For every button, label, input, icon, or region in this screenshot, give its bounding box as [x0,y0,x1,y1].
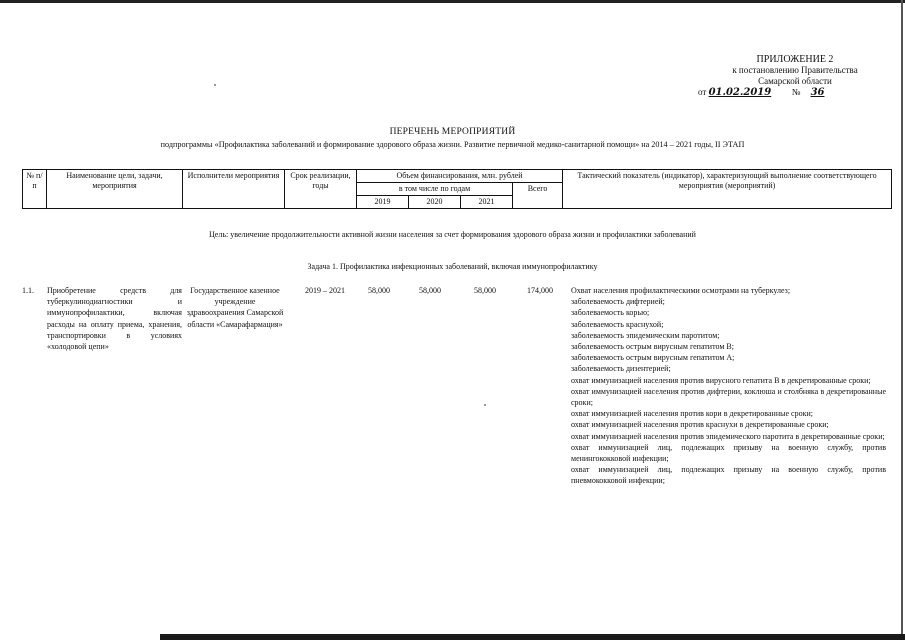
header-num: № п/п [23,170,47,209]
indicator-item: охват иммунизацией населения против вирусного гепатита В в декретированные сроки; [571,375,871,385]
indicator-item: охват иммунизацией лиц, подлежащих призыву на военную службу, против пневмококковой инфекции; [571,465,886,486]
number-prefix: № [791,87,801,97]
scan-speck [214,84,216,86]
appendix-line: Самарской области [758,76,832,86]
appendix-title: ПРИЛОЖЕНИЕ 2 [756,54,834,65]
header-funding: Объем финансирования, млн. рублей [357,170,563,183]
header-year-2020: 2020 [409,196,461,209]
page-subtitle: подпрограммы «Профилактика заболеваний и формирование здорового образа жизни. Развитие первичной медико-санитарной помощи» на 2014 – 2021 годы, II ЭТАП [160,140,745,149]
row-indicators [571,285,886,487]
row-funding-2020: 58,000 [419,286,441,295]
row-term: 2019 – 2021 [305,286,345,295]
goal-line: Цель: увеличение продолжительности активной жизни населения за счет формирования здорового образа жизни и профилактики заболеваний [209,230,696,239]
indicator-item: заболеваемость дифтерией; [571,297,665,307]
indicator-item: охват иммунизацией лиц, подлежащих призыву на военную службу, против менингококковой инфекции; [571,442,886,464]
scan-speck [484,404,486,406]
indicator-item: охват иммунизацией населения против эпидемического паротита в декретированные сроки; [571,431,885,441]
header-by-years: в том числе по годам [357,183,513,196]
appendix-block [690,54,900,98]
header-total: Всего [513,183,563,209]
row-measure-name: Приобретение средств для туберкулинодиагностики и иммунопрофилактики, включая расходы на оплату приема, хранения, транспортировки в условиях «холодовой цепи» [47,286,182,352]
header-indicator: Тактический показатель (индикатор), характеризующий выполнение соответствующего мероприятия (мероприятий) [563,170,892,209]
date-prefix: от [698,87,707,97]
header-year-2021: 2021 [461,196,513,209]
handwritten-date: 01.02.2019 [708,87,772,98]
row-funding-2019: 58,000 [368,286,390,295]
scan-edge-top [0,0,905,3]
scan-edge-right [901,0,903,640]
page-title: ПЕРЕЧЕНЬ МЕРОПРИЯТИЙ [389,127,516,137]
appendix-date-line [690,87,900,98]
row-executor: Государственное казенное учреждение здравоохранения Самарской области «Самарафармация» [186,286,284,329]
header-executors: Исполнители мероприятия [183,170,285,209]
appendix-line: к постановлению Правительства [732,65,858,75]
indicator-item: охват иммунизацией населения против кори в декретированные сроки; [571,409,813,419]
indicator-item: заболеваемость эпидемическим паротитом; [571,330,720,340]
indicator-item: охват иммунизацией населения против дифтерии, коклюша и столбняка в декретированные сроки; [571,386,886,408]
indicator-item: заболеваемость острым вирусным гепатитом А; [571,353,735,363]
handwritten-number: 36 [810,87,825,98]
task-line: Задача 1. Профилактика инфекционных заболеваний, включая иммунопрофилактику [307,262,598,271]
row-number: 1.1. [22,286,34,295]
header-name: Наименование цели, задачи, мероприятия [47,170,183,209]
scan-edge-bottom [160,634,905,640]
indicator-item: Охват населения профилактическими осмотрами на туберкулез; [571,286,791,295]
indicator-item: заболеваемость острым вирусным гепатитом В; [571,342,734,352]
header-term: Срок реализации, годы [285,170,357,209]
indicator-item: охват иммунизацией населения против краснухи в декретированные сроки; [571,420,829,430]
row-funding-2021: 58,000 [474,286,496,295]
indicator-item: заболеваемость корью; [571,308,650,318]
row-funding-total: 174,000 [527,286,553,295]
indicator-item: заболеваемость краснухой; [571,319,664,329]
header-year-2019: 2019 [357,196,409,209]
indicator-item: заболеваемость дизентерией; [571,364,671,374]
plan-header-table [22,169,892,209]
